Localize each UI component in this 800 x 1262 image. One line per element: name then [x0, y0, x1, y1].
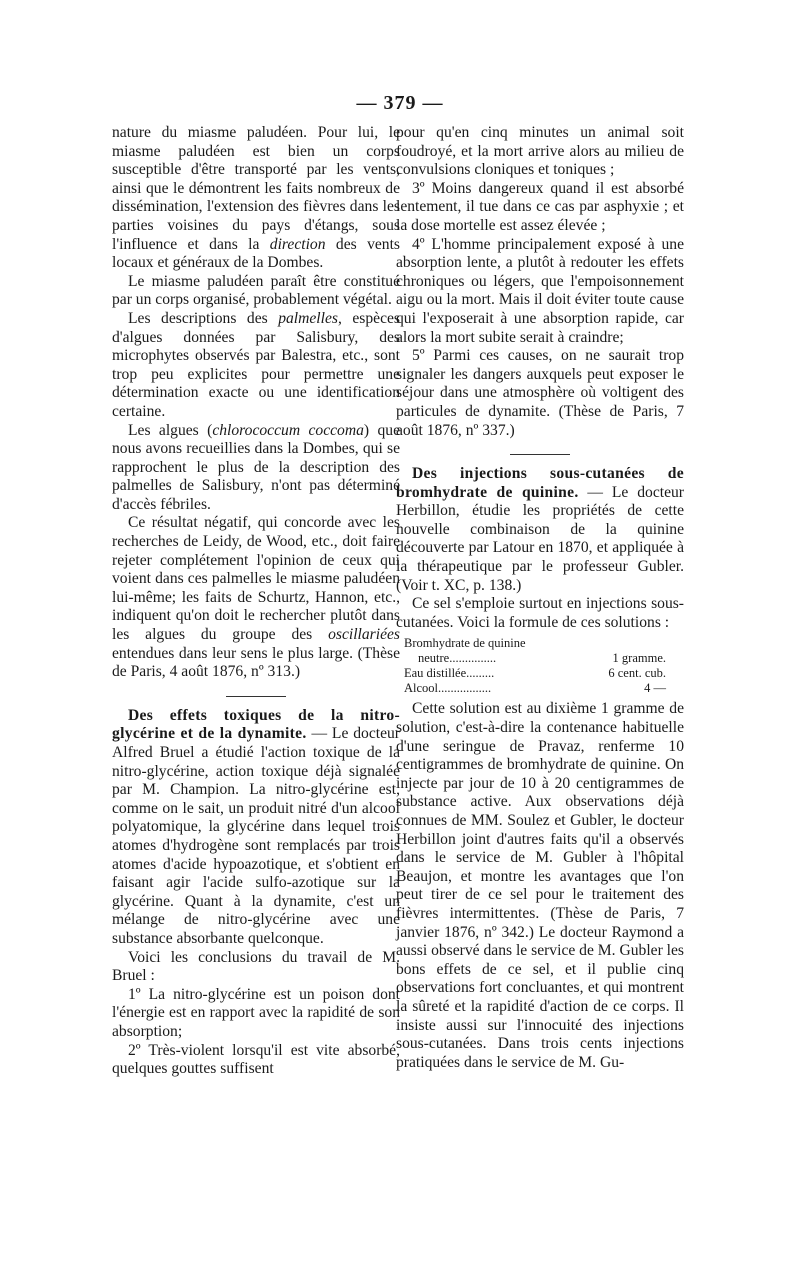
list-item: 1º La nitro-glycérine est un poison dont l'énergie est en rapport avec la rapidité de son absorption; — [112, 985, 400, 1040]
text-run: — Le docteur Alfred Bruel a étudié l'action toxique de la nitro-glycérine, action toxique déjà signalée par M. Champion. La nitro-glycérine est, comme on le sait, un produit nitré d'un alcool polyatomique, la glycérine dans lequel trois atomes d'hydrogène sont remplacés par trois atomes d'acide hypoazotique, et s'obtient en faisant agir l'acide sulfo-azotique sur la glycérine. Quant à la dynamite, c'est un mélange de nitro-glycérine avec une substance absorbante quelconque. — [112, 725, 400, 947]
list-item: 5º Parmi ces causes, on ne saurait trop signaler les dangers auxquels peut exposer le séjour dans une atmosphère où voltigent des particules de dynamite. (Thèse de Paris, 7 août 1876, nº 337.) — [396, 347, 684, 439]
section-paragraph — [396, 465, 684, 595]
paragraph: pour qu'en cinq minutes un animal soit foudroyé, et la mort arrive alors au milieu de convulsions cloniques et toniques ; — [396, 124, 684, 179]
section-divider — [510, 454, 570, 455]
formula-table — [404, 636, 666, 696]
paragraph — [112, 514, 400, 681]
page-number: — 379 — — [356, 92, 444, 114]
right-column — [396, 124, 684, 1072]
paragraph — [112, 422, 400, 515]
text-run: , espèces d'algues données par Salisbury, des microphytes observés par Balestra, etc., sont trop peu explicites pour permettre une détermination exacte ou une identification certaine. — [112, 309, 400, 420]
italic-run: palmelles — [278, 309, 338, 327]
formula-quantity: 1 gramme. — [612, 651, 666, 666]
paragraph: Cette solution est au dixième 1 gramme de solution, c'est-à-dire la contenance habituelle d'une seringue de Pravaz, renferme 10 centigrammes de bromhydrate de quinine. On injecte par jour de 10 à 20 centigrammes de substance active. Aux observations déjà connues de MM. Soulez et Gubler, le docteur Herbillon joint d'autres faits qu'il a observés dans le service de M. Gubler à l'hôpital Beaujon, et montre les avantages que l'on peut tirer de ce sel pour le traitement des fièvres intermittentes. (Thèse de Paris, 7 janvier 1876, nº 342.) Le docteur Raymond a aussi observé dans le service de M. Gubler les bons effets de ce sel, et il publie cinq observations fort concluantes, et qui montrent la sûreté et la rapidité d'action de ce corps. Il insiste aussi sur l'innocuité des injections sous-cutanées. Dans trois cents injections pratiquées dans le service de M. Gu- — [396, 700, 684, 1071]
section-paragraph — [112, 707, 400, 949]
paragraph: Voici les conclusions du travail de M. Bruel : — [112, 948, 400, 985]
formula-ingredient: Eau distillée......... — [404, 666, 495, 681]
text-run: entendues dans leur sens le plus large. (Thèse de Paris, 4 août 1876, nº 313.) — [112, 644, 400, 681]
formula-quantity: 6 cent. cub. — [608, 666, 666, 681]
text-run: ) que nous avons recueillies dans la Dombes, qui se rapprochent le plus de la description des palmelles de Salisbury, n'ont pas déterminé d'accès fébriles. — [112, 421, 400, 513]
text-run: Les descriptions des — [128, 309, 279, 327]
section-divider — [226, 696, 286, 697]
italic-run: oscillariées — [328, 626, 400, 644]
paragraph — [112, 124, 400, 273]
formula-row — [404, 681, 666, 696]
section-title: Des injections sous-cutanées de bromhydrate de quinine. — [396, 465, 684, 501]
list-item: 2º Très-violent lorsqu'il est vite absorbé, quelques gouttes suffisent — [112, 1041, 400, 1078]
text-run: Ce résultat négatif, qui concorde avec les recherches de Leidy, de Wood, etc., doit faire rejeter complétement l'opinion de ceux qui voient dans ces palmelles le miasme paludéen lui-même; les faits de Schurtz, Hannon, etc., indiquent qu'on doit le rechercher plutôt dans les algues du groupe des — [112, 514, 400, 644]
italic-run: direction — [269, 235, 326, 253]
formula-row — [404, 651, 666, 666]
paragraph: Le miasme paludéen paraît être constitué par un corps organisé, probablement végétal. — [112, 272, 400, 309]
formula-quantity — [588, 636, 666, 651]
section-title: Des effets toxiques de la nitro-glycérine et de la dynamite. — [112, 706, 400, 743]
text-run: nature du miasme paludéen. Pour lui, le miasme paludéen est bien un corps susceptible d'être transporté par les vents, ainsi que le démontrent les faits nombreux de dissémination, l'extension des fièvres dans les parties voisines du pays d'étangs, sous l'influence et dans la — [112, 124, 400, 253]
text-run: Les algues ( — [128, 421, 213, 439]
formula-row — [404, 666, 666, 681]
left-column — [112, 124, 400, 1079]
formula-ingredient: Alcool................. — [404, 681, 492, 696]
text-run: des vents locaux et généraux de la Dombes. — [112, 235, 401, 272]
formula-quantity: 4 — — [644, 681, 666, 696]
formula-row — [404, 636, 666, 651]
list-item: 4º L'homme principalement exposé à une absorption lente, a plutôt à redouter les effets chroniques ou légers, que l'empoisonnement aigu ou la mort. Mais il doit éviter toute cause qui l'exposerait à une absorption rapide, car alors la mort subite serait à craindre; — [396, 235, 684, 346]
paragraph — [112, 310, 400, 422]
list-item: 3º Moins dangereux quand il est absorbé lentement, il tue dans ce cas par asphyxie ; et la dose mortelle est assez élevée ; — [396, 179, 684, 234]
text-run: — Le docteur Herbillon, étudie les propriétés de cette nouvelle combinaison de la quinine découverte par Latour en 1870, et appliquée à la thérapeutique par le professeur Gubler. (Voir t. XC, p. 138.) — [396, 483, 684, 594]
italic-run: chlorococcum coccoma — [212, 421, 364, 439]
formula-ingredient: Bromhydrate de quinine — [404, 636, 526, 651]
paragraph: Ce sel s'emploie surtout en injections sous-cutanées. Voici la formule de ces solutions : — [396, 595, 684, 631]
formula-ingredient: neutre............... — [418, 651, 497, 666]
